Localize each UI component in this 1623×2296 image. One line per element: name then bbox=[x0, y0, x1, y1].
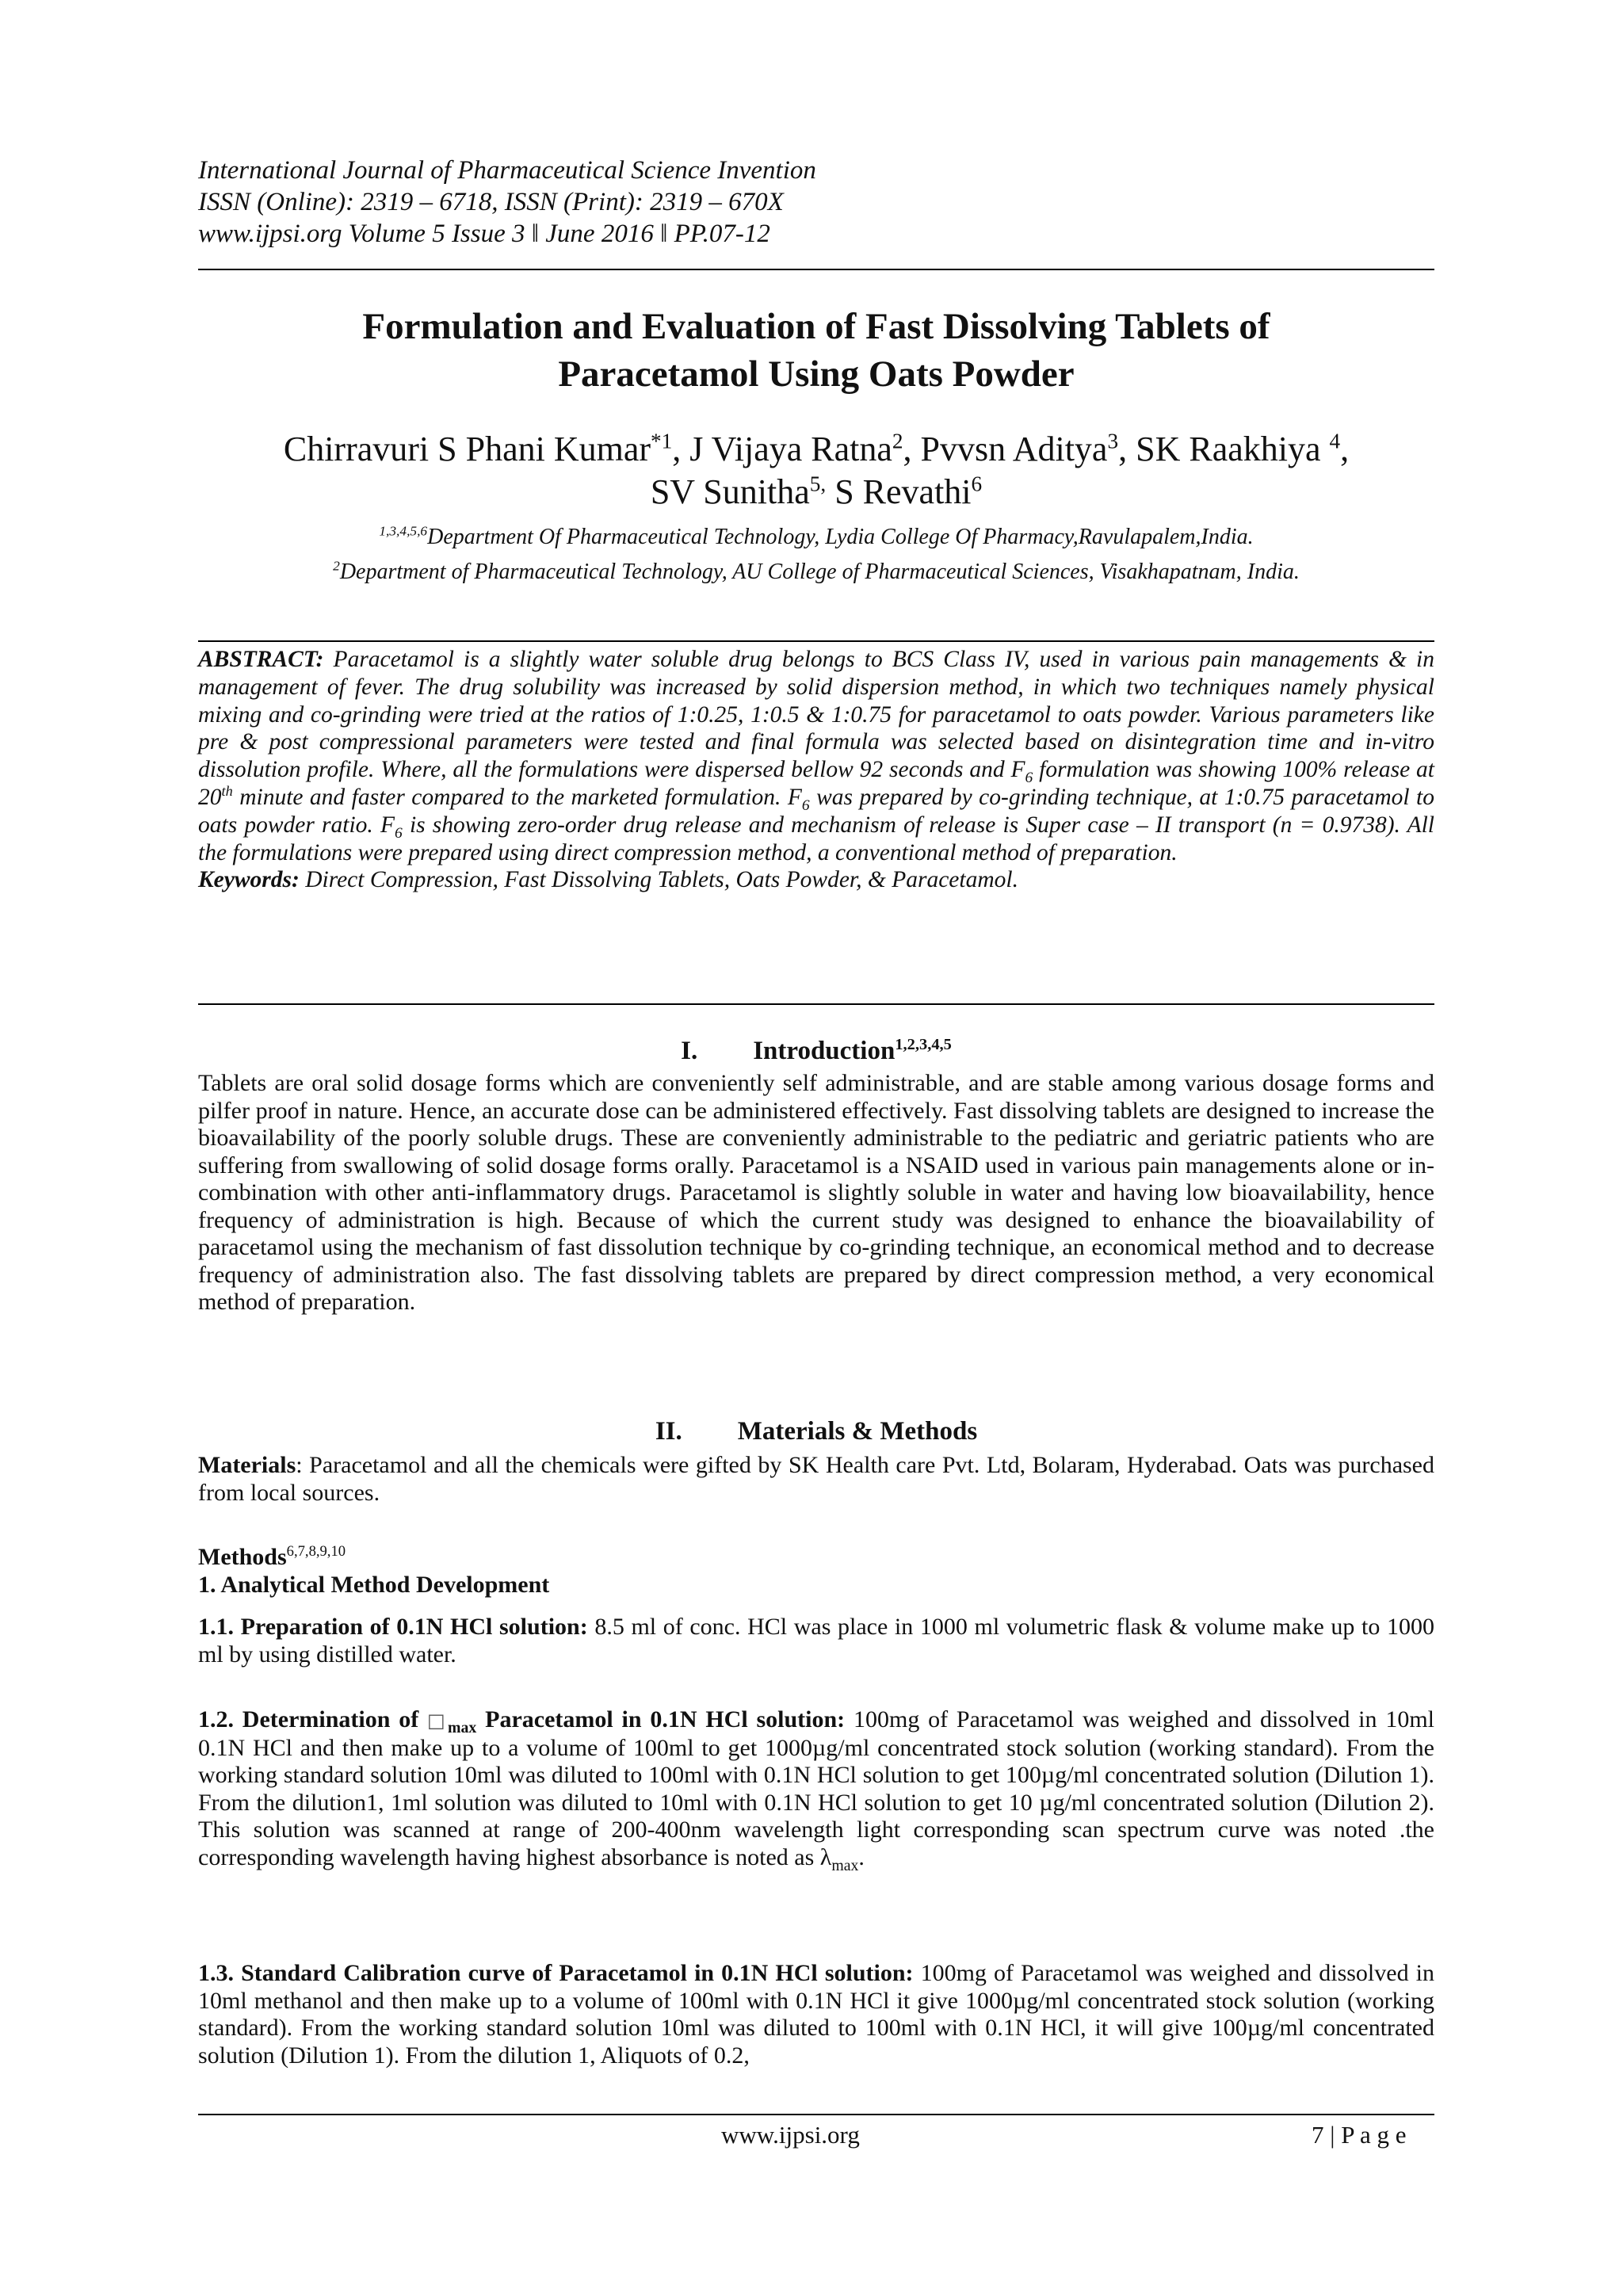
journal-volume-info: www.ijpsi.org Volume 5 Issue 3 ǁ June 2016 ǁ PP.07-12 bbox=[198, 220, 770, 248]
paragraph: Tablets are oral solid dosage forms which are conveniently self administrable, and are stable among various dosage forms and pilfer proof in nature. Hence, an accurate dose can be administered effectively. Fast dissolving tablets are designed to increase the bioavailability of the poorly soluble drugs. These are conveniently administrable to the pediatric and geriatric patients who are suffering from swallowing of solid dosage forms orally. Paracetamol is a NSAID used in various pain managements alone or in-combination with other anti-inflammatory drugs. Paracetamol is slightly soluble in water and having low bioavailability, hence frequency of administration is high. Because of which the current study was designed to enhance the bioavailability of paracetamol using the mechanism of fast dissolution technique by co-grinding technique, an economical method and to decrease frequency of administration also. The fast dissolving tablets are prepared by direct compression method, a very economical method of preparation. bbox=[198, 1070, 1434, 1315]
subsection-1-2 bbox=[198, 1706, 1434, 1874]
section-title: Introduction bbox=[753, 1037, 896, 1065]
label-part: Paracetamol in 0.1N HCl solution: bbox=[476, 1706, 846, 1733]
abstract-text: formulation was showing 100% release at 20 bbox=[198, 757, 1434, 810]
section-heading-materials-methods bbox=[198, 1415, 1434, 1447]
subscript: 6 bbox=[395, 824, 403, 842]
paragraph: : Paracetamol and all the chemicals were gifted by SK Health care Pvt. Ltd, Bolaram, Hyderabad. Oats was purchased from local sources. bbox=[198, 1452, 1434, 1506]
author-name: SV Sunitha bbox=[650, 472, 810, 511]
paragraph: 100mg of Paracetamol was weighed and dissolved in 10ml 0.1N HCl and then make up to a volume of 100ml to get 1000µg/ml concentrated stock solution (working standard). From the working standard solution 10ml was diluted to 100ml with 0.1N HCl solution to get 100µg/ml concentrated solution (Dilution 1). From the dilution1, 1ml solution was diluted to 10ml with 0.1N HCl solution to get 10 µg/ml concentrated solution (Dilution 2). This solution was scanned at range of 200-400nm wavelength light corresponding scan spectrum curve was noted .the corresponding wavelength having highest absorbance is noted as λ bbox=[198, 1706, 1434, 1870]
subsection-label bbox=[198, 1706, 846, 1736]
author-marker: 2 bbox=[892, 429, 903, 453]
journal-name: International Journal of Pharmaceutical Science Invention bbox=[198, 156, 816, 185]
paragraph: 100mg of Paracetamol was weighed and dissolved in 10ml methanol and then make up to a volume of 100ml with 0.1N HCl it give 1000µg/ml concentrated stock solution (working standard). From the working standard solution 10ml was diluted to 100ml with 0.1N HCl, it will give 100µg/ml concentrated solution (Dilution 1). From the dilution 1, Aliquots of 0.2, bbox=[198, 1960, 1434, 2069]
author-list bbox=[198, 428, 1434, 514]
introduction-paragraph bbox=[198, 1070, 1434, 1316]
methods-heading bbox=[198, 1544, 1434, 1599]
keywords-label: Keywords: bbox=[198, 867, 300, 893]
page-number: 7 | P a g e bbox=[1312, 2121, 1407, 2149]
author-marker: 5, bbox=[809, 472, 827, 496]
affiliation-text: Department Of Pharmaceutical Technology, Lydia College Of Pharmacy,Ravulapalem,India. bbox=[427, 525, 1254, 549]
subsection-label: 1.1. Preparation of 0.1N HCl solution: bbox=[198, 1614, 588, 1640]
author-separator: , bbox=[1340, 430, 1350, 468]
title-line-1: Formulation and Evaluation of Fast Dissolving Tablets of bbox=[362, 306, 1270, 347]
subsection-1-3 bbox=[198, 1960, 1434, 2069]
materials-label: Materials bbox=[198, 1452, 296, 1478]
subscript: 6 bbox=[801, 797, 810, 814]
author-marker: *1 bbox=[651, 429, 673, 453]
subsection-1-1 bbox=[198, 1614, 1434, 1668]
journal-header bbox=[198, 155, 1434, 250]
author-name: S Revathi bbox=[826, 472, 972, 511]
section-heading-introduction bbox=[198, 1035, 1434, 1067]
abstract-bottom-rule bbox=[198, 1003, 1434, 1005]
subscript: max bbox=[448, 1719, 477, 1736]
paper-title bbox=[198, 303, 1434, 398]
author-line-1 bbox=[198, 428, 1434, 471]
superscript: th bbox=[221, 783, 233, 800]
journal-issn: ISSN (Online): 2319 – 6718, ISSN (Print): 2319 – 670X bbox=[198, 188, 784, 216]
abstract-body bbox=[198, 646, 1434, 866]
affiliations bbox=[198, 520, 1434, 590]
author-name: , SK Raakhiya bbox=[1118, 430, 1330, 468]
affiliation-marker: 1,3,4,5,6 bbox=[379, 523, 428, 539]
abstract-label: ABSTRACT: bbox=[198, 647, 324, 672]
section-number: I. bbox=[681, 1037, 698, 1065]
author-name: , J Vijaya Ratna bbox=[672, 430, 892, 468]
punctuation: . bbox=[858, 1843, 865, 1870]
label-part: 1.2. Determination of bbox=[198, 1706, 428, 1733]
abstract bbox=[198, 646, 1434, 894]
subsection-heading: 1. Analytical Method Development bbox=[198, 1571, 550, 1598]
affiliation-2 bbox=[198, 555, 1434, 590]
abstract-text: minute and faster compared to the marketed formulation. F bbox=[232, 784, 802, 810]
citation-marker: 6,7,8,9,10 bbox=[286, 1543, 346, 1560]
subscript: max bbox=[831, 1856, 859, 1874]
author-marker: 4 bbox=[1329, 429, 1341, 453]
keywords-text: Direct Compression, Fast Dissolving Tablets, Oats Powder, & Paracetamol. bbox=[299, 867, 1018, 893]
methods-label: Methods bbox=[198, 1544, 287, 1570]
affiliation-text: Department of Pharmaceutical Technology, AU College of Pharmaceutical Sciences, Visakhapatnam, India. bbox=[339, 560, 1300, 584]
title-line-2: Paracetamol Using Oats Powder bbox=[558, 353, 1075, 395]
author-marker: 3 bbox=[1107, 429, 1119, 453]
abstract-text: was prepared by co-grinding technique, at 1:0.75 paracetamol to oats powder ratio. F bbox=[198, 784, 1435, 838]
abstract-text: Paracetamol is a slightly water soluble drug belongs to BCS Class IV, used in various pain managements & in management of fever. The drug solubility was increased by solid dispersion method, in which two techniques namely physical mixing and co-grinding were tried at the ratios of 1:0.25, 1:0.5 & 1:0.75 for paracetamol to oats powder. Various parameters like pre & post compressional parameters were tested and final formula was selected based on disintegration time and in-vitro dissolution profile. Where, all the formulations were dispersed bellow 92 seconds and F bbox=[198, 647, 1434, 783]
abstract-top-rule bbox=[198, 640, 1434, 642]
affiliation-1 bbox=[198, 520, 1434, 555]
subscript: 6 bbox=[1025, 770, 1033, 787]
author-name: , Pvvsn Aditya bbox=[903, 430, 1108, 468]
affiliation-marker: 2 bbox=[333, 558, 340, 574]
author-marker: 6 bbox=[971, 472, 983, 496]
footer-rule bbox=[198, 2114, 1434, 2115]
section-title: Materials & Methods bbox=[737, 1417, 978, 1446]
header-rule bbox=[198, 269, 1434, 270]
author-name: Chirravuri S Phani Kumar bbox=[283, 430, 651, 468]
paragraph: 8.5 ml of conc. HCl was place in 1000 ml volumetric flask & volume make up to 1000 ml by using distilled water. bbox=[198, 1614, 1435, 1668]
citation-marker: 1,2,3,4,5 bbox=[895, 1036, 952, 1053]
author-line-2 bbox=[198, 471, 1434, 514]
footer-url[interactable]: www.ijpsi.org bbox=[721, 2121, 860, 2149]
keywords bbox=[198, 866, 1434, 894]
subsection-label: 1.3. Standard Calibration curve of Paracetamol in 0.1N HCl solution: bbox=[198, 1960, 914, 1986]
missing-glyph: □ bbox=[427, 1710, 449, 1732]
materials-paragraph bbox=[198, 1452, 1434, 1507]
section-number: II. bbox=[655, 1417, 682, 1446]
abstract-text: is showing zero-order drug release and mechanism of release is Super case – II transport (n = 0.9738). All the formulations were prepared using direct compression method, a conventional method of preparation. bbox=[198, 812, 1434, 865]
